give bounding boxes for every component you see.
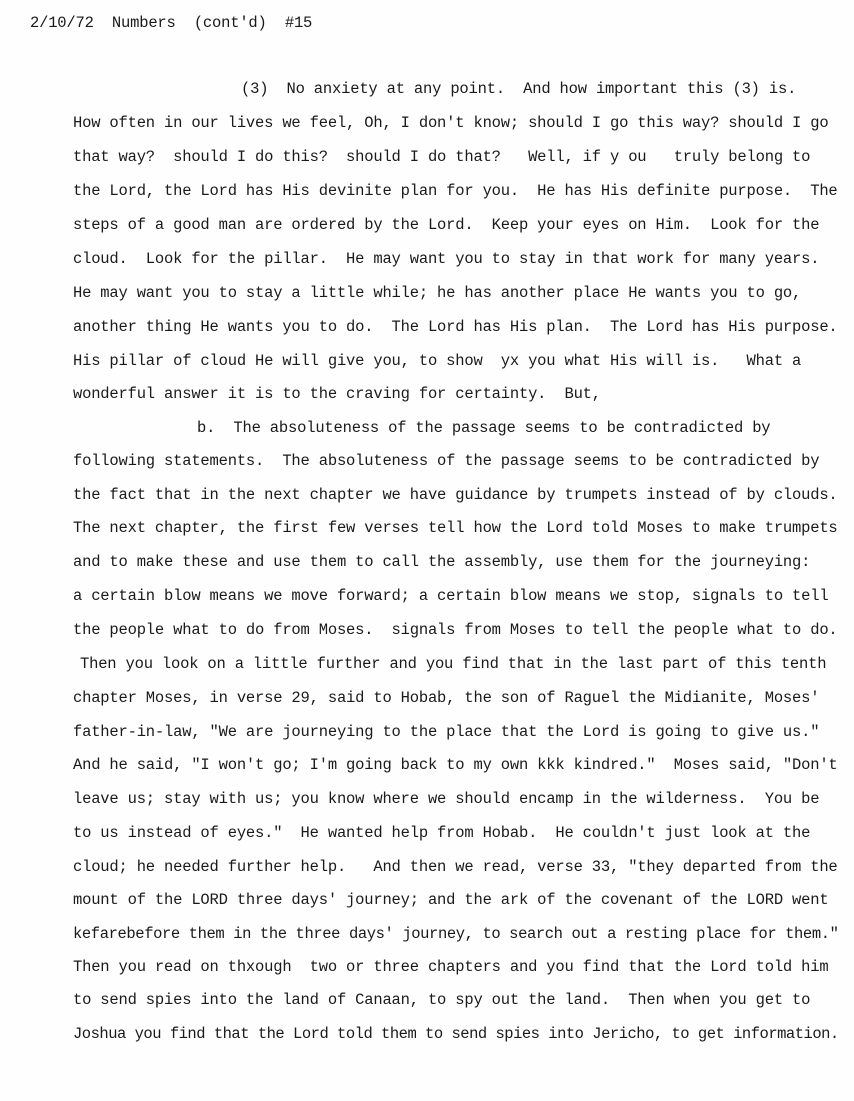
text-line: He may want you to stay a little while; he has another place He wants you to go,: [73, 284, 802, 302]
text-line: chapter Moses, in verse 29, said to Hobab, the son of Raguel the Midianite, Moses': [73, 689, 820, 707]
text-line: Joshua you find that the Lord told them to send spies into Jericho, to get information.: [73, 1025, 839, 1043]
text-line: the fact that in the next chapter we have guidance by trumpets instead of by clouds.: [73, 486, 838, 504]
text-line: father-in-law, "We are journeying to the place that the Lord is going to give us.": [73, 723, 820, 741]
text-line: wonderful answer it is to the craving for certainty. But,: [73, 385, 601, 403]
text-line: Then you read on thxough two or three chapters and you find that the Lord told him: [73, 958, 829, 976]
text-line: The next chapter, the first few verses tell how the Lord told Moses to make trumpets: [73, 519, 838, 537]
text-line: another thing He wants you to do. The Lord has His plan. The Lord has His purpose.: [73, 318, 838, 336]
text-line: and to make these and use them to call the assembly, use them for the journeying:: [73, 553, 811, 571]
text-line: to us instead of eyes." He wanted help from Hobab. He couldn't just look at the: [73, 824, 811, 842]
text-line: cloud; he needed further help. And then we read, verse 33, "they departed from the: [73, 858, 838, 876]
text-line: b. The absoluteness of the passage seems to be contradicted by: [197, 419, 771, 437]
text-line: to send spies into the land of Canaan, to spy out the land. Then when you get to: [73, 991, 811, 1009]
text-line: How often in our lives we feel, Oh, I don't know; should I go this way? should I go: [73, 114, 829, 132]
text-line: the people what to do from Moses. signals from Moses to tell the people what to do.: [73, 621, 838, 639]
text-line: mount of the LORD three days' journey; and the ark of the covenant of the LORD went: [73, 891, 829, 909]
text-line: kefarebefore them in the three days' journey, to search out a resting place for them.": [73, 925, 839, 943]
text-line: His pillar of cloud He will give you, to show yx you what His will is. What a: [73, 352, 802, 370]
text-line: (3) No anxiety at any point. And how important this (3) is.: [241, 80, 797, 98]
text-line: that way? should I do this? should I do that? Well, if y ou truly belong to: [73, 148, 811, 166]
text-line: following statements. The absoluteness of the passage seems to be contradicted by: [73, 452, 820, 470]
text-line: leave us; stay with us; you know where we should encamp in the wilderness. You be: [73, 790, 820, 808]
text-line: a certain blow means we move forward; a certain blow means we stop, signals to tell: [73, 587, 829, 605]
page-header: 2/10/72 Numbers (cont'd) #15: [30, 14, 313, 32]
text-line: cloud. Look for the pillar. He may want you to stay in that work for many years.: [73, 250, 820, 268]
text-line: And he said, "I won't go; I'm going back to my own kkk kindred." Moses said, "Don't: [73, 756, 838, 774]
text-line: Then you look on a little further and you find that in the last part of this tenth: [80, 655, 827, 673]
text-line: the Lord, the Lord has His devinite plan for you. He has His definite purpose. The: [73, 182, 838, 200]
text-line: steps of a good man are ordered by the Lord. Keep your eyes on Him. Look for the: [73, 216, 820, 234]
